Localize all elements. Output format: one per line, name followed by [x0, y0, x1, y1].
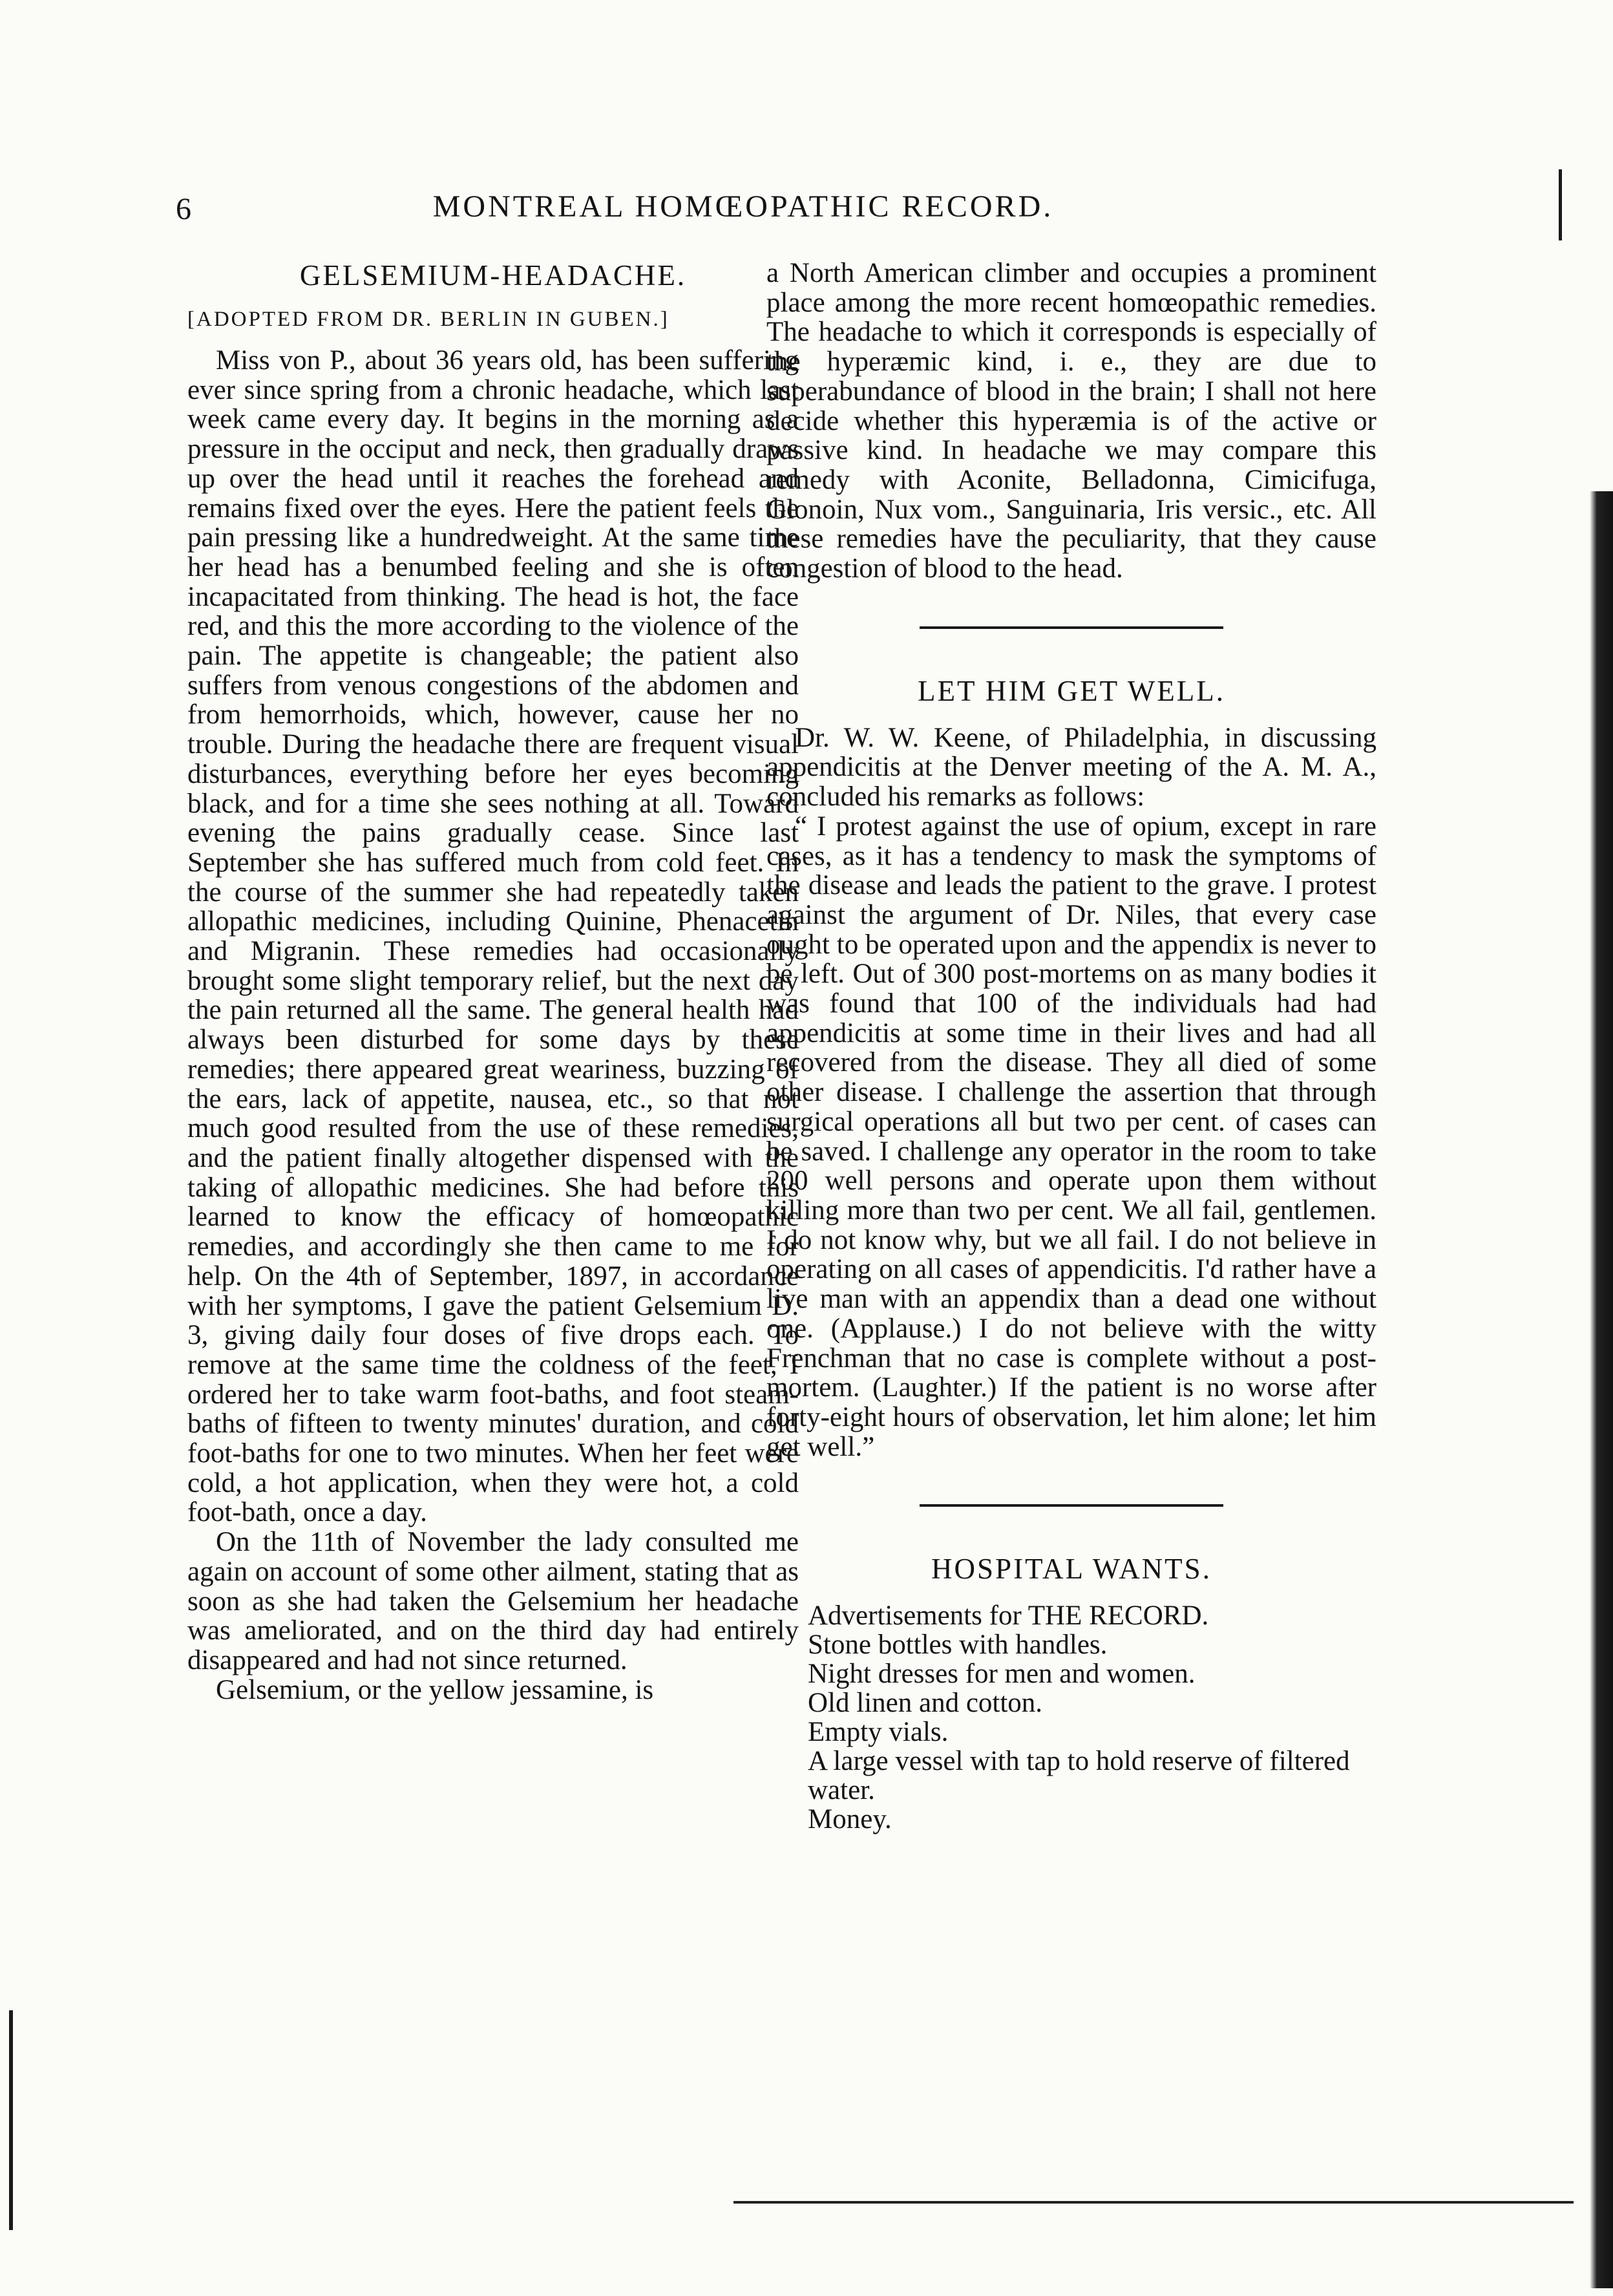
article-paragraph-continued: a North American climber and occupies a prominent place among the more recent homœopathic remedies. The headache to which it corresponds is especially of the hyperæmic kind, i. e., they are due to superabundance of blood in the brain; I shall not here decide whether this hyperæmia is of the active or passive kind. In headache we may compare this remedy with Aconite, Belladonna, Cimicifuga, Glonoin, Nux vom., Sanguinaria, Iris versic., etc. All these remedies have the peculiarity, that they cause congestion of blood to the head. — [766, 258, 1376, 584]
article-paragraph: Dr. W. W. Keene, of Philadelphia, in discussing appendicitis at the Denver meeting of the A. M. A., concluded his remarks as follows: — [766, 722, 1376, 813]
page-number: 6 — [176, 192, 191, 226]
hospital-wants-list — [766, 1601, 1376, 1834]
binding-shadow — [1590, 491, 1613, 2288]
article-title-let-him-get-well: LET HIM GET WELL. — [918, 674, 1225, 707]
list-item: A large vessel with tap to hold reserve of filtered water. — [808, 1746, 1350, 1806]
list-item: Night dresses for men and women. — [808, 1659, 1196, 1690]
section-divider — [920, 1504, 1223, 1507]
article-paragraph: Miss von P., about 36 years old, has been suffering ever since spring from a chronic headache, which last week came every day. It begins in the morning as a pressure in the occiput and neck, then gradually draws up over the head until it reaches the forehead and remains fixed over the eyes. Here the patient feels the pain pressing like a hundredweight. At the same time her head has a benumbed feeling and she is often incapacitated from thinking. The head is hot, the face red, and this the more according to the violence of the pain. The appetite is changeable; the patient also suffers from venous congestions of the abdomen and from hemorrhoids, which, however, cause her no trouble. During the headache there are frequent visual disturbances, everything before her eyes becoming black, and for a time she sees nothing at all. Toward evening the pains gradually cease. Since last September she has suffered much from cold feet. In the course of the summer she had repeatedly taken allopathic medicines, including Quinine, Phenacetin and Migranin. These remedies had occasionally brought some slight temporary relief, but the next day the pain returned all the same. The general health had always been disturbed for some days by these remedies; there appeared great weariness, buzzing of the ears, lack of appetite, nausea, etc., so that not much good resulted from the use of these remedies, and the patient finally altogether dispensed with the taking of allopathic medicines. She had before this learned to know the efficacy of homœopathic remedies, and accordingly she then came to me for help. On the 4th of September, 1897, in accordance with her symptoms, I gave the patient Gelsemium D. 3, giving daily four doses of five drops each. To remove at the same time the coldness of the feet, I ordered her to take warm foot-baths, and foot steam-baths of fifteen to twenty minutes' duration, and cold foot-baths for one to two minutes. When her feet were cold, a hot application, when they were hot, a cold foot-bath, once a day. — [187, 345, 799, 1528]
running-head: MONTREAL HOMŒOPATHIC RECORD. — [432, 189, 1054, 224]
article-paragraph: On the 11th of November the lady consulted me again on account of some other ailment, stating that as soon as she had taken the Gelsemium her headache was ameliorated, and on the third day had entirely disappeared and had not since returned. — [187, 1527, 799, 1675]
margin-mark — [1559, 169, 1562, 240]
list-item: Money. — [808, 1804, 892, 1835]
article-title-hospital-wants: HOSPITAL WANTS. — [931, 1553, 1212, 1586]
list-item: Empty vials. — [808, 1717, 949, 1748]
left-column — [187, 259, 799, 1705]
article-quote: “ I protest against the use of opium, except in rare cases, as it has a tendency to mask the symptoms of the disease and leads the patient to the grave. I protest against the argument of Dr. Niles, that every case ought to be operated upon and the appendix is never to be left. Out of 300 post-mortems on as many bodies it was found that 100 of the individuals had had appendicitis at some time in their lives and had all recovered from the disease. They all died of some other disease. I challenge the assertion that through surgical operations all but two per cent. of cases can be saved. I challenge any operator in the room to take 200 well persons and operate upon them without killing more than two per cent. We all fail, gentlemen. I do not know why, but we all fail. I do not believe in operating on all cases of appendicitis. I'd rather have a live man with an appendix than a dead one without one. (Applause.) I do not believe with the witty Frenchman that no case is complete without a post-mortem. (Laughter.) If the patient is no worse after forty-eight hours of observation, let him alone; let him get well.” — [766, 811, 1376, 1462]
article-title-gelsemium: GELSEMIUM-HEADACHE. — [299, 259, 687, 292]
section-divider — [920, 626, 1223, 629]
right-column — [766, 259, 1376, 1834]
article-paragraph: Gelsemium, or the yellow jessamine, is — [216, 1674, 654, 1705]
article-attribution: [ADOPTED FROM DR. BERLIN IN GUBEN.] — [187, 308, 669, 331]
list-item: Stone bottles with handles. — [808, 1630, 1108, 1661]
bottom-rule — [733, 2201, 1574, 2204]
margin-mark — [9, 2010, 13, 2230]
list-item: Advertisements for THE RECORD. — [808, 1600, 1209, 1632]
list-item: Old linen and cotton. — [808, 1688, 1043, 1719]
